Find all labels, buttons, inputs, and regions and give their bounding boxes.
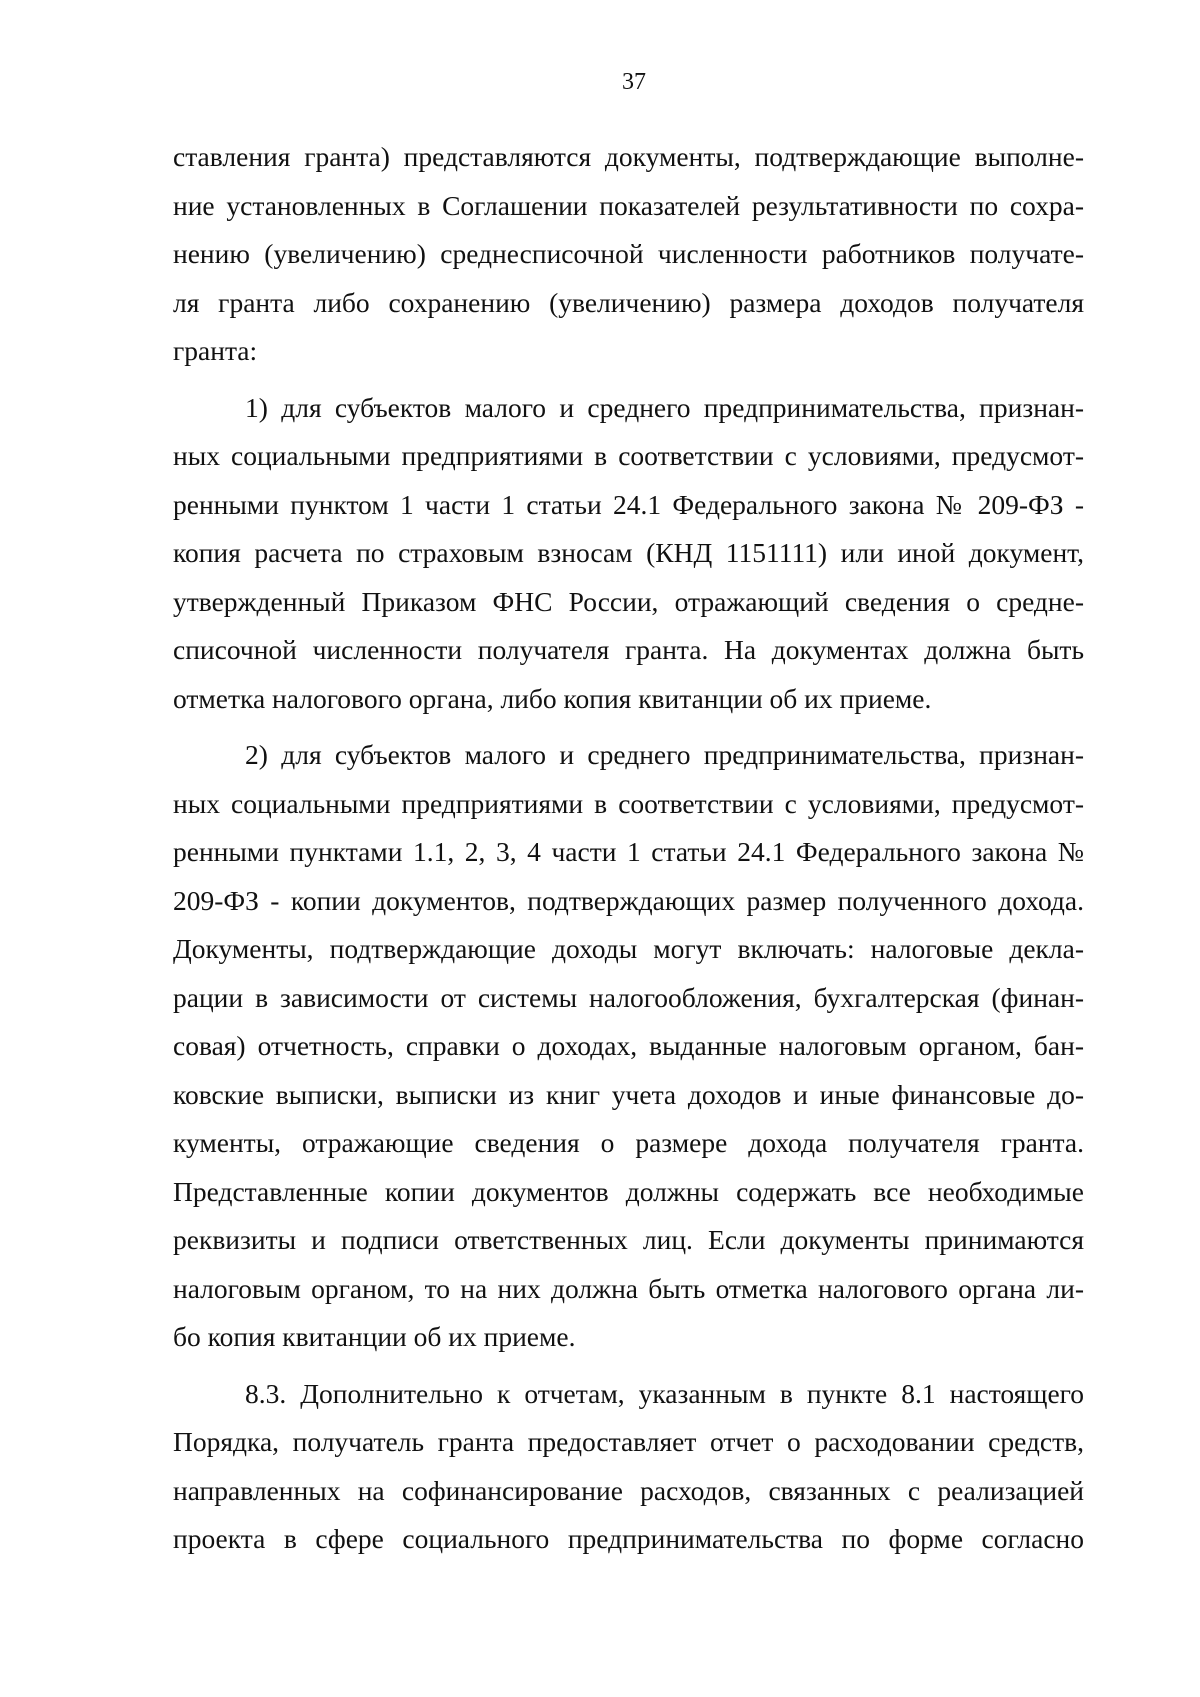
text-line: 209-ФЗ - копии документов, подтверждающих размер полученного дохода. — [173, 884, 1084, 916]
text-line: ля гранта либо сохранению (увеличению) размера доходов получателя — [173, 286, 1084, 318]
document-body — [173, 133, 1084, 1572]
text-line: совая) отчетность, справки о доходах, выданные налоговым органом, бан- — [173, 1030, 1084, 1061]
text-line: утвержденный Приказом ФНС России, отражающий сведения о средне- — [173, 585, 1084, 617]
text-line: рации в зависимости от системы налогообложения, бухгалтерская (финан- — [173, 981, 1084, 1013]
text-line: 2) для субъектов малого и среднего предпринимательства, признан- — [245, 739, 1084, 770]
text-line: направленных на софинансирование расходов, связанных с реализацией — [173, 1474, 1084, 1506]
text-line: бо копия квитанции об их приеме. — [173, 1321, 576, 1352]
text-line: проекта в сфере социального предпринимательства по форме согласно — [173, 1523, 1084, 1554]
paragraph-item-1 — [173, 384, 1084, 724]
text-line: 1) для субъектов малого и среднего предпринимательства, признан- — [245, 391, 1084, 423]
text-line: копия расчета по страховым взносам (КНД 1151111) или иной документ, — [173, 537, 1084, 568]
page-number: 37 — [622, 69, 646, 95]
text-line: Документы, подтверждающие доходы могут включать: налоговые декла- — [173, 933, 1084, 964]
text-line: ние установленных в Соглашении показателей результативности по сохра- — [173, 189, 1084, 221]
text-line: ставления гранта) представляются документы, подтверждающие выполне- — [173, 141, 1084, 172]
paragraph-item-2 — [173, 731, 1084, 1362]
text-line: списочной численности получателя гранта. На документах должна быть — [173, 634, 1084, 665]
text-line: ных социальными предприятиями в соответствии с условиями, предусмот- — [173, 787, 1084, 819]
text-line: Порядка, получатель гранта предоставляет отчет о расходовании средств, — [173, 1426, 1084, 1457]
text-line: реквизиты и подписи ответственных лиц. Если документы принимаются — [173, 1224, 1084, 1255]
text-line: ных социальными предприятиями в соответствии с условиями, предусмот- — [173, 440, 1084, 471]
text-line: 8.3. Дополнительно к отчетам, указанным в пункте 8.1 настоящего — [245, 1377, 1084, 1409]
text-line: ренными пунктом 1 части 1 статьи 24.1 Федерального закона № 209-ФЗ - — [173, 488, 1084, 520]
text-line: ковские выписки, выписки из книг учета доходов и иные финансовые до- — [173, 1078, 1084, 1110]
text-line: гранта: — [173, 335, 258, 366]
paragraph-continuation — [173, 133, 1084, 376]
text-line: ренными пунктами 1.1, 2, 3, 4 части 1 статьи 24.1 Федерального закона № — [173, 836, 1084, 867]
text-line: кументы, отражающие сведения о размере дохода получателя гранта. — [173, 1127, 1084, 1158]
paragraph-section-8-3 — [173, 1370, 1084, 1564]
text-line: налоговым органом, то на них должна быть отметка налогового органа ли- — [173, 1272, 1084, 1304]
text-line: Представленные копии документов должны содержать все необходимые — [173, 1175, 1084, 1207]
text-line: нению (увеличению) среднесписочной численности работников получате- — [173, 238, 1084, 269]
text-line: отметка налогового органа, либо копия квитанции об их приеме. — [173, 682, 932, 714]
